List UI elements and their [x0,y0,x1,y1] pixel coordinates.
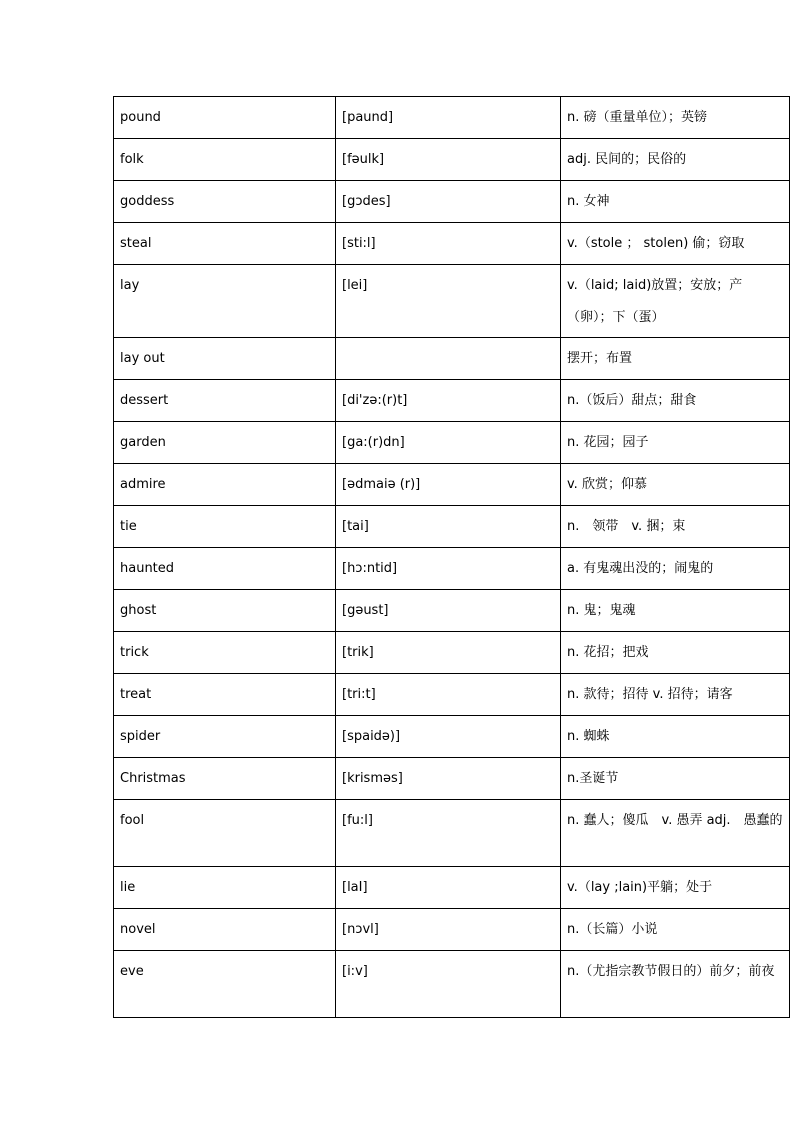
table-row [114,464,790,506]
meaning-cell: adj. 民间的；民俗的 [561,139,790,181]
table-row [114,548,790,590]
meaning-cell: n. 领带 v. 捆；束 [561,506,790,548]
vocabulary-table-body [114,97,790,1018]
table-row [114,674,790,716]
word-cell: steal [114,223,336,265]
phonetic-cell: [hɔ:ntid] [336,548,561,590]
word-cell: Christmas [114,758,336,800]
meaning-cell: n.（长篇）小说 [561,909,790,951]
table-row [114,422,790,464]
meaning-cell: v.（laid; laid)放置；安放；产（卵）；下（蛋） [561,265,790,338]
table-row [114,380,790,422]
word-cell: haunted [114,548,336,590]
meaning-cell: n.圣诞节 [561,758,790,800]
phonetic-cell: [tai] [336,506,561,548]
phonetic-cell: [trik] [336,632,561,674]
word-cell: fool [114,800,336,867]
table-row [114,951,790,1018]
meaning-cell: n. 女神 [561,181,790,223]
meaning-cell: v.（lay ;lain)平躺；处于 [561,867,790,909]
table-row [114,506,790,548]
phonetic-cell: [sti:l] [336,223,561,265]
table-row [114,223,790,265]
meaning-cell: v.（stole ； stolen) 偷；窃取 [561,223,790,265]
word-cell: novel [114,909,336,951]
table-row [114,909,790,951]
phonetic-cell: [nɔvl] [336,909,561,951]
table-row [114,265,790,338]
phonetic-cell: [tri:t] [336,674,561,716]
word-cell: lay [114,265,336,338]
table-row [114,139,790,181]
table-row [114,632,790,674]
word-cell: trick [114,632,336,674]
phonetic-cell: [gəust] [336,590,561,632]
phonetic-cell: [fu:l] [336,800,561,867]
meaning-cell: n. 鬼；鬼魂 [561,590,790,632]
word-cell: dessert [114,380,336,422]
phonetic-cell: [krisməs] [336,758,561,800]
table-row [114,590,790,632]
meaning-cell: n. 磅（重量单位）；英镑 [561,97,790,139]
word-cell: garden [114,422,336,464]
phonetic-cell: [ədmaiə (r)] [336,464,561,506]
meaning-cell: n.（饭后）甜点；甜食 [561,380,790,422]
phonetic-cell: [ga:(r)dn] [336,422,561,464]
phonetic-cell: [lei] [336,265,561,338]
table-row [114,758,790,800]
word-cell: admire [114,464,336,506]
meaning-cell: v. 欣赏；仰慕 [561,464,790,506]
phonetic-cell [336,338,561,380]
vocabulary-table [113,96,790,1018]
word-cell: pound [114,97,336,139]
meaning-cell: 摆开；布置 [561,338,790,380]
meaning-cell: n. 蠢人；傻瓜 v. 愚弄 adj. 愚蠢的 [561,800,790,867]
word-cell: tie [114,506,336,548]
table-row [114,716,790,758]
phonetic-cell: [spaidə)] [336,716,561,758]
table-row [114,800,790,867]
table-row [114,181,790,223]
word-cell: treat [114,674,336,716]
phonetic-cell: [i:v] [336,951,561,1018]
word-cell: eve [114,951,336,1018]
meaning-cell: n. 花园；园子 [561,422,790,464]
word-cell: ghost [114,590,336,632]
meaning-cell: n. 花招；把戏 [561,632,790,674]
table-row [114,338,790,380]
phonetic-cell: [fəulk] [336,139,561,181]
phonetic-cell: [di'zə:(r)t] [336,380,561,422]
word-cell: lay out [114,338,336,380]
table-row [114,97,790,139]
meaning-cell: n.（尤指宗教节假日的）前夕；前夜 [561,951,790,1018]
meaning-cell: a. 有鬼魂出没的；闹鬼的 [561,548,790,590]
word-cell: spider [114,716,336,758]
phonetic-cell: [laI] [336,867,561,909]
table-row [114,867,790,909]
word-cell: folk [114,139,336,181]
word-cell: goddess [114,181,336,223]
phonetic-cell: [gɔdes] [336,181,561,223]
word-cell: lie [114,867,336,909]
meaning-cell: n. 蜘蛛 [561,716,790,758]
meaning-cell: n. 款待；招待 v. 招待；请客 [561,674,790,716]
phonetic-cell: [paund] [336,97,561,139]
